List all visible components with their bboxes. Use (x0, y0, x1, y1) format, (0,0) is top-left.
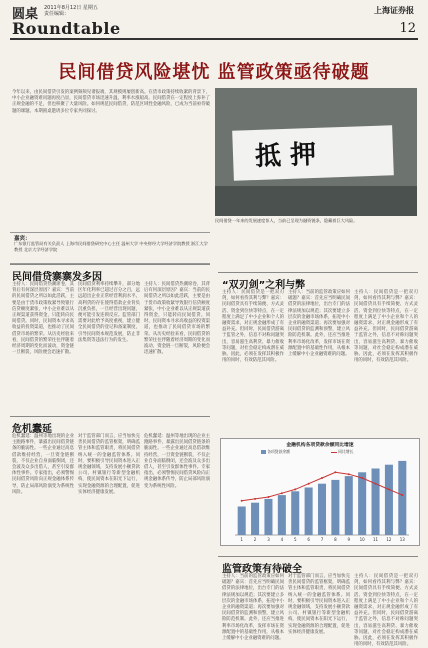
divider-mid-2 (218, 556, 418, 557)
subhead-left-2: 危机蠢延 (12, 424, 52, 435)
article-column: 主持人：民间借贷是一把双刃剑，如何看待其利与弊？嘉宾：民间借贷具有手续简便、方式灵活、资金到位快等特点，在一定程度上满足了中小企业和个人的融资需求，对正规金融形成了有益补充。但同时，民间借贷游离于监管之外，信息不对称问题突出，容易滋生高利贷、暴力催收等问题，对社会稳定构成潜在威胁。因此，必须在发挥其积极作用的同时，有效防范其风险。 (354, 290, 418, 364)
newspaper-name: 上海证券报 (374, 5, 414, 15)
chart-tick-label: 7 (320, 537, 324, 542)
article-column: 主持人：民间借贷是一把双刃剑，如何看待其利与弊？嘉宾：民间借贷具有手续简便、方式灵活、资金到位快等特点，在一定程度上满足了中小企业和个人的融资需求，对正规金融形成了有益补充。但同时，民间借贷游离于监管之外，信息不对称问题突出，容易滋生高利贷、暴力催收等问题，对社会稳定构成潜在威胁。因此，必须在发挥其积极作用的同时，有效防范其风险。 (222, 290, 284, 364)
subhead-left: 民间借贷寨寨发多因 (12, 272, 102, 283)
photo-shadow (215, 186, 417, 216)
chart-point (241, 500, 243, 502)
news-photo (215, 88, 417, 216)
photo-sign (232, 125, 394, 181)
chart-plot (221, 439, 419, 545)
main-headline: 民间借贷风险堪忧 监管政策亟待破题 (58, 62, 370, 83)
article-column: 主持人：民间借贷热潮席卷，其背后有何深层原因？嘉宾：当前的民间借贷之所以如此活跃，主要是由于货币政策收紧导致银行信贷额度紧张，中小企业难以从正规渠道获得资金，只能转向民间借贷。同时，民间资本寻求高收益的投资渠道，也推动了民间借贷市场的繁荣。从历史经验来看，民间借贷的繁荣往往伴随着经济周期的变化而波动，资金链一旦断裂，风险便会迅速扩散。 (144, 282, 210, 356)
article-column: 主持人：民间借贷热潮席卷，其背后有何深层原因？嘉宾：当前的民间借贷之所以如此活跃，主要是由于货币政策收紧导致银行信贷额度紧张，中小企业难以从正规渠道获得资金，只能转向民间借贷。同时，民间资本寻求高收益的投资渠道，也推动了民间借贷市场的繁荣。从历史经验来看，民间借贷的繁荣往往伴随着经济周期的变化而波动，资金链一旦断裂，风险便会迅速扩散。 (12, 282, 74, 356)
photo-sign-text: 抵 押 (254, 139, 317, 173)
section-brand: 圆桌 (12, 7, 39, 22)
chart-point (375, 483, 377, 485)
chart-point (361, 477, 363, 479)
chart-tick-label: 2 (253, 537, 257, 542)
chart-bar (251, 503, 259, 535)
article-column: 危机蠢延：温州等地出现的企业主跑路事件，暴露出民间借贷链条的脆弱性。一些企业通过高息借款维持经营，一旦资金链断裂，不仅企业自身面临倒闭，还会波及众多出借人，甚至引发群体性事件。专家指出，必须警惕民间借贷风险向正规金融体系传导，防止局部风险演变为系统性风险。 (12, 434, 74, 495)
chart-tick-label: 10 (359, 537, 365, 542)
date-text: 2011年8月12日 星期五 (44, 5, 98, 11)
article-column: 主持人：当前的监管政策应如何破题？嘉宾：首先应当明确民间借贷的法律地位，出台专门的法律法规加以规范；其次要建立多层次的金融市场体系，拓宽中小企业的融资渠道；再次要加强对民间借贷的监测和预警，建立风险防范机制。此外，还应当推进利率市场化改革，发挥市场在资源配置中的基础性作用，从根本上缓解中小企业融资难的问题。 (288, 290, 350, 358)
loan-growth-chart (220, 438, 420, 546)
chart-bar (278, 495, 286, 535)
chart-bar (238, 507, 246, 536)
chart-point (267, 496, 269, 498)
divider-mid (218, 272, 418, 273)
editor-text: 责任编辑： (44, 11, 70, 17)
chart-bar (305, 488, 313, 536)
chart-title: 金融机构各项贷款余额同比增速 (286, 443, 354, 448)
chart-point (254, 498, 256, 500)
chart-point (401, 494, 403, 496)
article-column: 对于监管部门而言，应当加快完善民间借贷的监管框架，明确监管主体和监管职责，将民间借贷纳入统一的金融监管体系。同时，要积极引导民间资本进入正规金融领域，支持发展小额贷款公司、村镇银行等新型金融机构，使民间资本在阳光下运行，实现金融资源的合理配置，促进实体经济健康发展。 (78, 434, 140, 495)
section-title-english: Roundtable (12, 19, 121, 38)
chart-tick-label: 3 (267, 537, 270, 542)
masthead-rule (10, 38, 418, 40)
chart-point (334, 471, 336, 473)
guest-list: 广东银行监管局有关负责人 上海市民间借贷研究中心主任 温州大学 中央财经大学经济学院教授 浙江大学教授 北京大学经济学院 (14, 241, 208, 252)
chart-tick-label: 11 (372, 537, 379, 542)
legend-label-bar: 各项贷款余额 (267, 449, 290, 454)
chart-bar (318, 484, 326, 535)
dateline (44, 5, 98, 17)
chart-tick-label: 9 (347, 537, 351, 542)
chart-point (294, 488, 296, 490)
intro-text: 今年以来，由民间借贷引发的案例频频见诸报端，其规模则屡创新高。在货币政策持续收紧的背景下，中小企业融资难问题再度凸显，民间借贷市场迅速升温，利率水涨船高。民间借贷在一定程度上弥补了正规金融的不足，但也积聚了大量风险。如何规范民间借贷，防范区域性金融风险，已成为当前亟待破题的课题。本期圆桌邀请多位专家共同探讨。 (12, 90, 210, 114)
chart-bar (385, 465, 393, 535)
chart-point (308, 483, 310, 485)
divider-left-2 (10, 416, 210, 417)
photo-caption: 民间借贷一年来的发展速度惊人，当前已呈现为融资链条，隐藏着巨大风险。 (215, 218, 358, 223)
chart-point (348, 473, 350, 475)
chart-bar (331, 480, 339, 535)
chart-tick-label: 6 (307, 537, 310, 542)
page-number: 12 (399, 21, 416, 36)
subhead-mid: “双刃剑”之利与弊 (222, 280, 306, 291)
divider-left (10, 264, 210, 265)
chart-bar (372, 469, 380, 536)
chart-bar (358, 472, 366, 535)
chart-tick-label: 5 (293, 537, 297, 542)
article-column: 主持人：当前的监管政策应如何破题？嘉宾：首先应当明确民间借贷的法律地位，出台专门的法律法规加以规范；其次要建立多层次的金融市场体系，拓宽中小企业的融资渠道；再次要加强对民间借贷的监测和预警，建立风险防范机制。此外，还应当推进利率市场化改革，发挥市场在资源配置中的基础性作用，从根本上缓解中小企业融资难的问题。 (222, 574, 284, 642)
chart-tick-label: 13 (399, 537, 405, 542)
chart-bar (345, 476, 353, 535)
chart-tick-label: 4 (280, 537, 284, 542)
chart-bar (398, 461, 406, 535)
subhead-mid-2: 监管政策有待破全 (222, 564, 302, 575)
chart-tick-label: 8 (334, 537, 337, 542)
chart-tick-label: 1 (240, 537, 243, 542)
chart-bar (291, 491, 299, 535)
chart-point (388, 488, 390, 490)
article-column: 民间借贷利率持续攀升，部分地区年化利率已超过百分之百，远远超出企业正常经营利润水平。高利贷的存在使得借款企业背负沉重负担，一旦经营出现问题，便可能引发连锁反应。监管部门需要对此给予高度重视，建立健全民间借贷的登记和备案制度，引导民间资本规范发展，防止非法集资等违法行为的发生。 (78, 282, 140, 343)
legend-label-line: 同比增长 (338, 449, 354, 454)
chart-bar (264, 499, 272, 535)
chart-tick-label: 12 (386, 537, 392, 542)
guest-title: 嘉宾： (14, 236, 31, 242)
article-column: 对于监管部门而言，应当加快完善民间借贷的监管框架，明确监管主体和监管职责，将民间借贷纳入统一的金融监管体系。同时，要积极引导民间资本进入正规金融领域，支持发展小额贷款公司、村镇银行等新型金融机构，使民间资本在阳光下运行，实现金融资源的合理配置，促进实体经济健康发展。 (288, 574, 350, 635)
chart-point (321, 477, 323, 479)
article-column: 危机蠢延：温州等地出现的企业主跑路事件，暴露出民间借贷链条的脆弱性。一些企业通过高息借款维持经营，一旦资金链断裂，不仅企业自身面临倒闭，还会波及众多出借人，甚至引发群体性事件。专家指出，必须警惕民间借贷风险向正规金融体系传导，防止局部风险演变为系统性风险。 (144, 434, 210, 489)
chart-point (281, 492, 283, 494)
article-column: 主持人：民间借贷是一把双刃剑，如何看待其利与弊？嘉宾：民间借贷具有手续简便、方式灵活、资金到位快等特点，在一定程度上满足了中小企业和个人的融资需求，对正规金融形成了有益补充。但同时，民间借贷游离于监管之外，信息不对称问题突出，容易滋生高利贷、暴力催收等问题，对社会稳定构成潜在威胁。因此，必须在发挥其积极作用的同时，有效防范其风险。 (354, 574, 418, 648)
